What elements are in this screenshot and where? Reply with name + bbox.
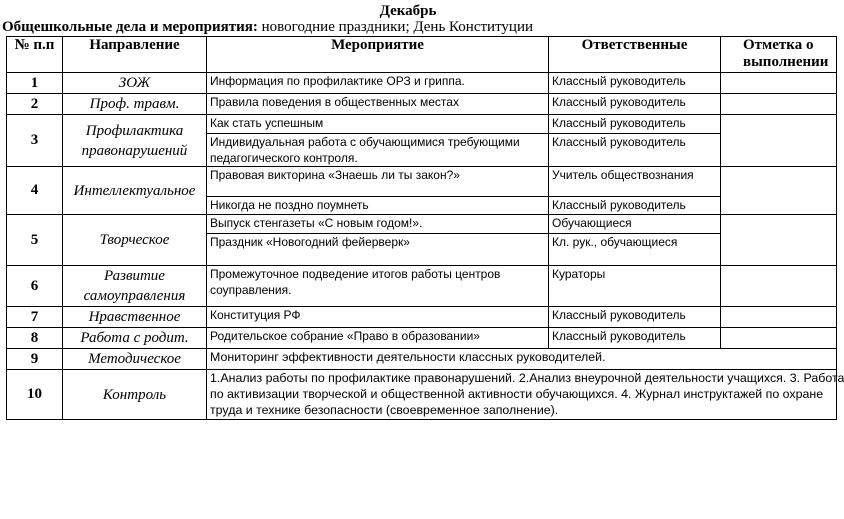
row-responsible: Классный руководитель [549, 197, 721, 215]
row-mark [721, 73, 837, 94]
table-row [7, 215, 837, 234]
row-event: Мониторинг эффективности деятельности классных руководителей. [207, 349, 837, 370]
row-responsible: Классный руководитель [549, 115, 721, 134]
row-mark [721, 328, 837, 349]
row-number: 4 [7, 167, 63, 215]
row-event: Правовая викторина «Знаешь ли ты закон?» [207, 167, 549, 197]
row-mark [721, 115, 837, 167]
row-mark [721, 307, 837, 328]
row-direction: Профилактика правонарушений [63, 115, 207, 167]
row-responsible: Учитель обществознания [549, 167, 721, 197]
table-row [7, 167, 837, 197]
header-direction: Направление [63, 37, 207, 73]
table-row [7, 266, 837, 307]
table-row [7, 349, 837, 370]
event-line: труда и технике безопасности (своевременное заполнение). [210, 403, 559, 417]
row-number: 6 [7, 266, 63, 307]
row-direction: ЗОЖ [63, 73, 207, 94]
row-number: 1 [7, 73, 63, 94]
row-event: Индивидуальная работа с обучающимися требующими педагогического контроля. [207, 134, 549, 167]
subtitle-text: новогодние праздники; День Конституции [257, 19, 534, 35]
row-mark [721, 215, 837, 266]
row-event: Правила поведения в общественных местах [207, 94, 549, 115]
row-direction: Работа с родит. [63, 328, 207, 349]
row-responsible: Классный руководитель [549, 73, 721, 94]
table-row [7, 307, 837, 328]
table-row [7, 73, 837, 94]
row-number: 3 [7, 115, 63, 167]
row-event: Информация по профилактике ОРЗ и гриппа. [207, 73, 549, 94]
subtitle [2, 18, 533, 36]
row-event: Никогда не поздно поумнеть [207, 197, 549, 215]
row-responsible: Кл. рук., обучающиеся [549, 234, 721, 266]
row-number: 9 [7, 349, 63, 370]
header-mark-line2: выполнении [743, 54, 829, 70]
row-number: 10 [7, 370, 63, 420]
table-row [7, 328, 837, 349]
row-event: Как стать успешным [207, 115, 549, 134]
row-responsible: Классный руководитель [549, 307, 721, 328]
header-mark [721, 37, 837, 73]
subtitle-label: Общешкольные дела и мероприятия: [2, 19, 258, 35]
row-responsible: Классный руководитель [549, 328, 721, 349]
month-title: Декабрь [379, 3, 437, 19]
row-direction: Творческое [63, 215, 207, 266]
header-event: Мероприятие [207, 37, 549, 73]
row-number: 5 [7, 215, 63, 266]
row-mark [721, 167, 837, 215]
row-mark [721, 94, 837, 115]
row-responsible: Классный руководитель [549, 134, 721, 167]
row-direction: Методическое [63, 349, 207, 370]
table-row [7, 370, 837, 420]
row-responsible: Классный руководитель [549, 94, 721, 115]
row-event: Родительское собрание «Право в образовании» [207, 328, 549, 349]
row-responsible: Кураторы [549, 266, 721, 307]
row-mark [721, 266, 837, 307]
event-line: по активизации творческой и общественной активности обучающихся. 4. Журнал инструктажей по охране [210, 387, 824, 401]
row-direction: Развитие самоуправления [63, 266, 207, 307]
row-event [207, 370, 844, 420]
row-event: Конституция РФ [207, 307, 549, 328]
row-number: 8 [7, 328, 63, 349]
event-line: 1.Анализ работы по профилактике правонарушений. 2.Анализ внеурочной деятельности учащихся. 3. Работа [210, 371, 844, 385]
header-responsible: Ответственные [549, 37, 721, 73]
row-number: 2 [7, 94, 63, 115]
row-responsible: Обучающиеся [549, 215, 721, 234]
row-direction: Интеллектуальное [63, 167, 207, 215]
table-row [7, 115, 837, 134]
row-event: Промежуточное подведение итогов работы центров соуправления. [207, 266, 549, 307]
row-event: Выпуск стенгазеты «С новым годом!». [207, 215, 549, 234]
header-mark-line1: Отметка о [743, 37, 814, 53]
row-direction: Проф. травм. [63, 94, 207, 115]
table-row [7, 94, 837, 115]
row-direction: Контроль [63, 370, 207, 420]
header-row [7, 37, 837, 73]
row-direction: Нравственное [63, 307, 207, 328]
row-event: Праздник «Новогодний фейерверк» [207, 234, 549, 266]
header-num: № п.п [7, 37, 63, 73]
row-number: 7 [7, 307, 63, 328]
events-table [6, 36, 844, 420]
